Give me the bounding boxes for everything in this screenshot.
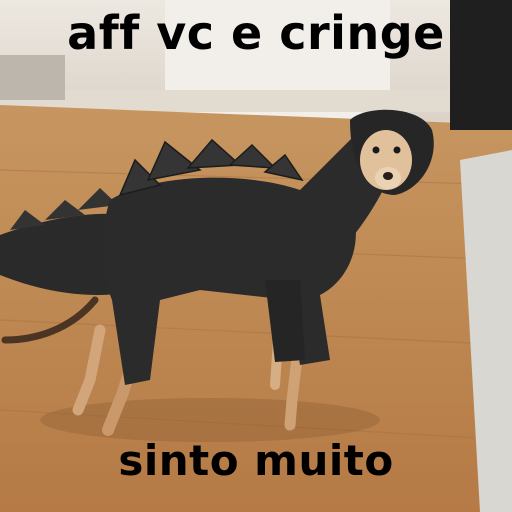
meme-bottom-caption: sinto muito: [118, 436, 394, 485]
dog-eye-left: [373, 147, 380, 154]
dog-nose: [383, 172, 393, 180]
meme-top-caption: aff vc e cringe: [67, 6, 445, 60]
dog-eye-right: [394, 147, 401, 154]
small-stand: [0, 55, 65, 100]
